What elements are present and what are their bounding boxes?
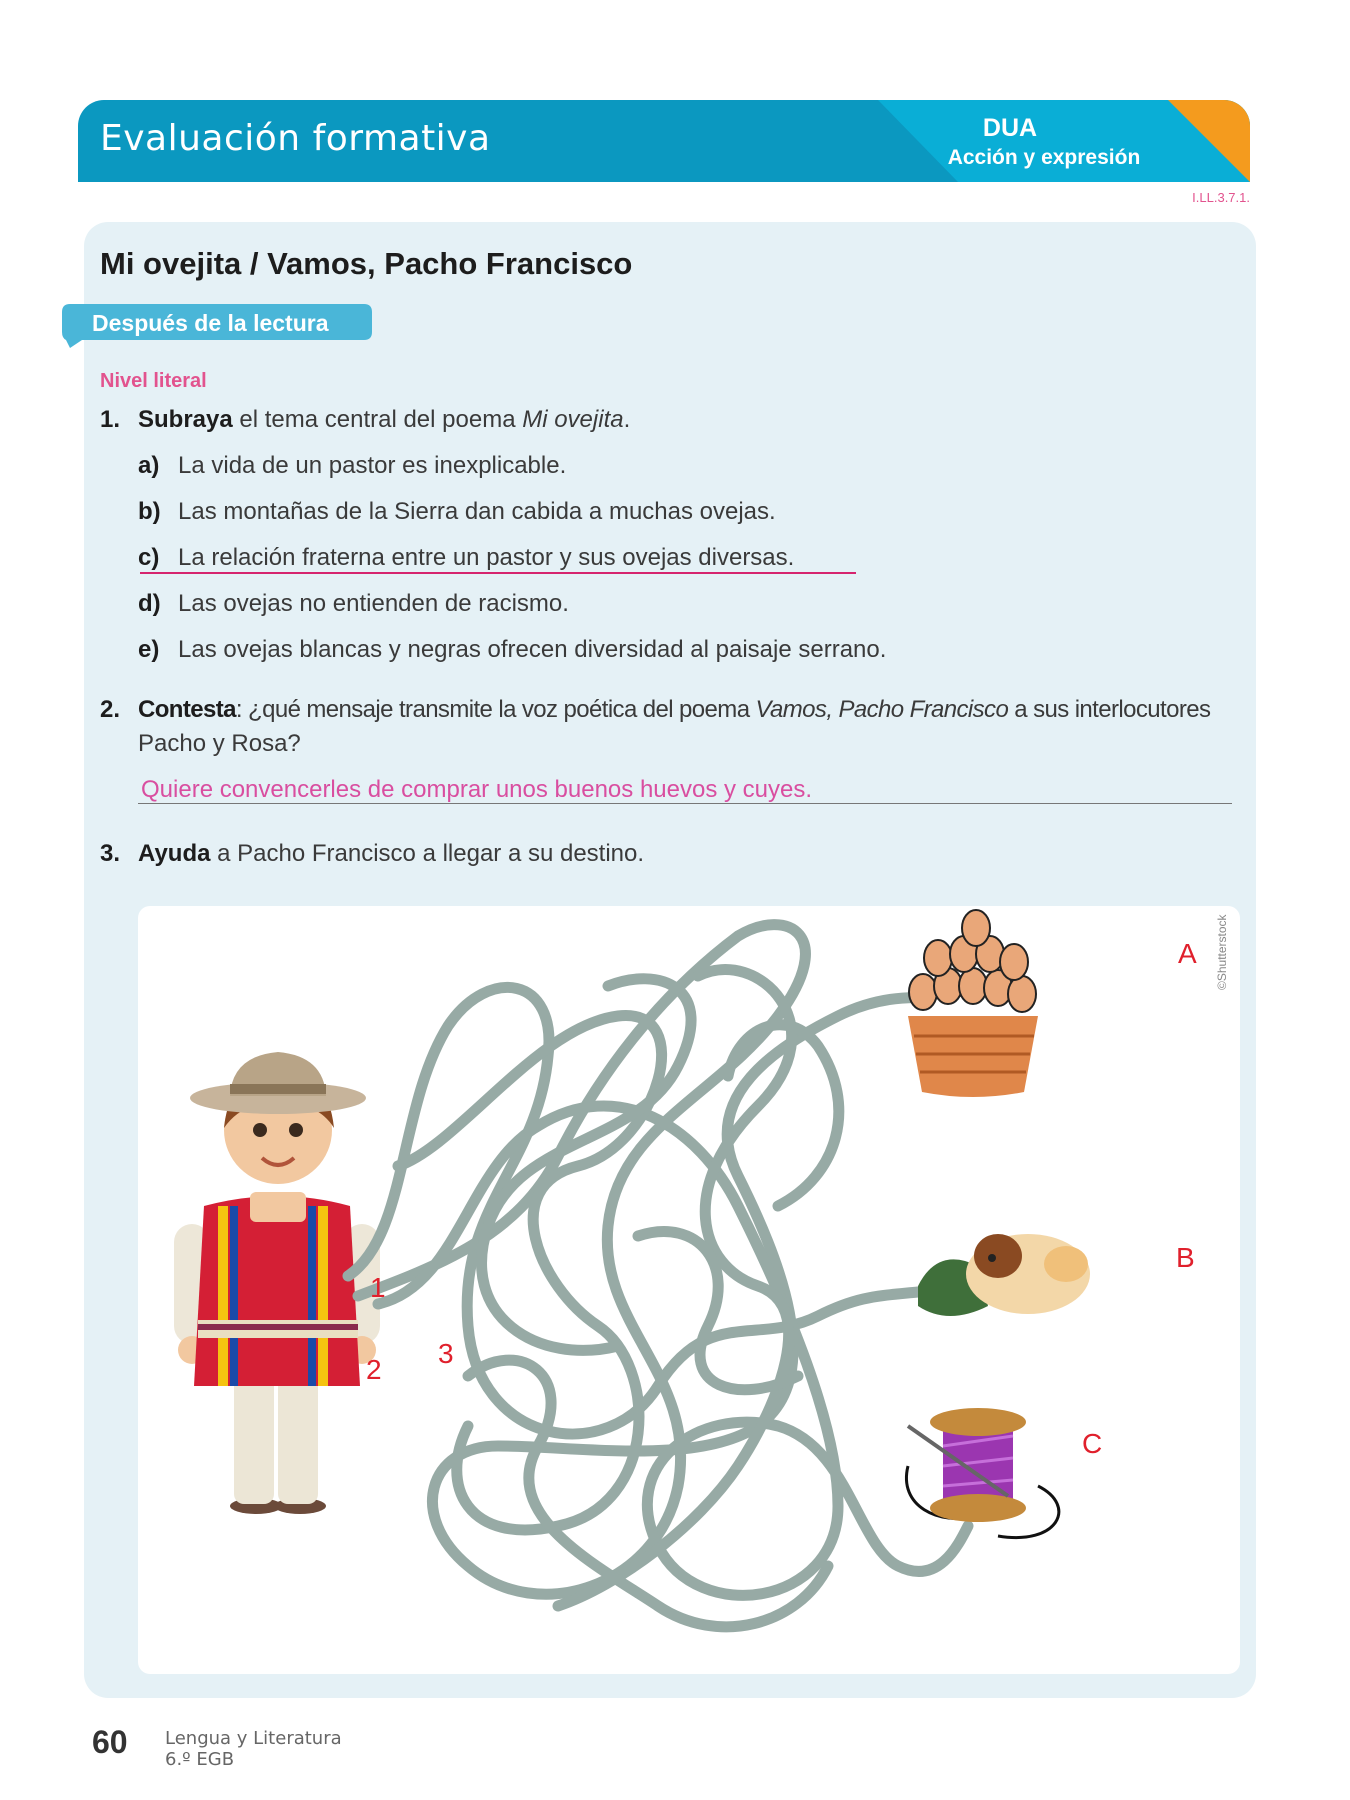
question-2-text: Contesta: ¿qué mensaje transmite la voz poética del poema Vamos, Pacho Francisco a sus interlocutores bbox=[138, 696, 1211, 723]
section-label: Después de la lectura bbox=[92, 310, 329, 336]
start-label-1: 1 bbox=[370, 1272, 386, 1303]
skill-code: I.LL.3.7.1. bbox=[1192, 190, 1250, 205]
main-title: Mi ovejita / Vamos, Pacho Francisco bbox=[100, 246, 633, 281]
maze-area bbox=[138, 906, 1240, 1674]
question-1-text: Subraya el tema central del poema Mi ovejita. bbox=[138, 406, 631, 433]
start-label-2: 2 bbox=[366, 1354, 382, 1385]
dua-subtitle: Acción y expresión bbox=[947, 146, 1141, 169]
guinea-pig-icon bbox=[918, 1234, 1090, 1316]
answer-line bbox=[138, 803, 1232, 804]
option-c-underline bbox=[140, 572, 856, 574]
page-number: 60 bbox=[92, 1724, 128, 1760]
start-label-3: 3 bbox=[438, 1338, 454, 1369]
option-c[interactable]: c) La relación fraterna entre un pastor y sus ovejas diversas. bbox=[138, 544, 795, 571]
question-2-number: 2. bbox=[100, 696, 121, 723]
thread-spool-icon bbox=[906, 1408, 1058, 1538]
question-3-number: 3. bbox=[100, 840, 121, 867]
option-b[interactable]: b) Las montañas de la Sierra dan cabida a muchas ovejas. bbox=[138, 498, 776, 525]
header-title: Evaluación formativa bbox=[100, 118, 491, 159]
footer-subject bbox=[165, 1728, 342, 1770]
question-2 bbox=[0, 696, 1350, 728]
subject-name: Lengua y Literatura bbox=[165, 1728, 342, 1749]
question-1-number: 1. bbox=[100, 406, 121, 433]
question-2-line2: Pacho y Rosa? bbox=[138, 730, 301, 757]
question-3 bbox=[0, 840, 1350, 872]
pacho-francisco-figure bbox=[174, 1052, 380, 1514]
question-1 bbox=[0, 406, 1350, 438]
option-e[interactable]: e) Las ovejas blancas y negras ofrecen diversidad al paisaje serrano. bbox=[138, 636, 887, 663]
end-label-b: B bbox=[1176, 1242, 1195, 1273]
end-label-c: C bbox=[1082, 1428, 1103, 1459]
egg-basket-icon bbox=[908, 910, 1038, 1097]
maze-illustration bbox=[138, 906, 1240, 1674]
question-3-text: Ayuda a Pacho Francisco a llegar a su destino. bbox=[138, 840, 645, 867]
grade-label: 6.º EGB bbox=[165, 1749, 235, 1770]
end-label-a: A bbox=[1178, 938, 1197, 969]
image-credit: ©Shutterstock bbox=[1215, 914, 1229, 990]
maze-paths bbox=[348, 925, 968, 1627]
header-banner bbox=[78, 100, 1250, 182]
question-2-answer[interactable]: Quiere convencerles de comprar unos buenos huevos y cuyes. bbox=[141, 776, 813, 803]
level-label: Nivel literal bbox=[100, 370, 207, 392]
option-d[interactable]: d) Las ovejas no entienden de racismo. bbox=[138, 590, 569, 617]
option-a[interactable]: a) La vida de un pastor es inexplicable. bbox=[138, 452, 567, 479]
dua-title: DUA bbox=[982, 114, 1038, 142]
